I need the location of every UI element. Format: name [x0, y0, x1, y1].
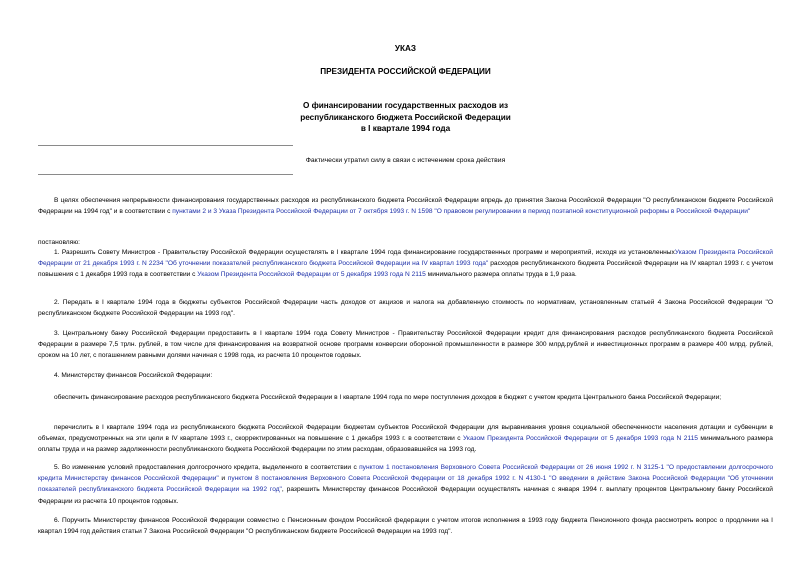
item-1: [38, 247, 773, 281]
item-1-link-2[interactable]: Указом Президента Российской Федерации от 5 декабря 1993 года N 2115: [197, 271, 426, 279]
divider-top: [38, 145, 293, 146]
item-4b-link[interactable]: Указом Президента Российской Федерации от 5 декабря 1993 года N 2115: [463, 435, 698, 443]
title-president: ПРЕЗИДЕНТА РОССИЙСКОЙ ФЕДЕРАЦИИ: [320, 67, 491, 76]
item-5-link-2[interactable]: пунктом 8 постановления Верховного Совета Российской Федерации от 18 декабря 1992 г. N 4130-1 "О введении в действие Закона Российской Федерации "Об уточнении показателей республиканского бюджета Российской Федерации на 1992 год": [38, 475, 773, 494]
item-4b-text-2: минимального размера оплаты труда и на размер задолженности республиканского бюджета Российской Федерации по этим расходам, образовавшейся на 1993 год.: [38, 435, 773, 454]
item-4b: [38, 422, 773, 456]
subtitle-line-2: республиканского бюджета Российской Федерации: [300, 112, 511, 122]
item-2: 2. Передать в I квартале 1994 года в бюджеты субъектов Российской Федерации часть доходов от акцизов и налога на добавленную стоимость по нормативам, установленным статьей 4 Закона Российской Федерации "О республиканском бюджете Российской Федерации на 1993 год".: [38, 299, 773, 318]
postanovlyau: постановляю:: [38, 239, 81, 246]
divider-bottom: [38, 174, 293, 175]
item-5-text-2: и: [218, 475, 228, 483]
subtitle-line-3: в I квартале 1994 года: [360, 124, 451, 133]
item-4: 4. Министерству финансов Российской Федерации:: [54, 372, 213, 379]
item-5-text-1: 5. Во изменение условий предоставления долгосрочного кредита, выделенного в соответствии с: [54, 464, 360, 471]
item-5-text-3: , разрешить Министерству финансов Российской Федерации осуществлять начиная с января 1994 г. выплату процентов Центральному банку Российской Федерации из расчета 10 процентов годовых.: [38, 486, 773, 505]
item-1-text-2: расходов республиканского бюджета Российской Федерации на IV квартал 1993 г. с учетом повышения с 1 декабря 1993 года в соответствии с: [38, 260, 773, 279]
item-4b-text-1: перечислить в I квартале 1994 года из республиканского бюджета Российской Федерации бюджетам субъектов Российской Федерации для выравнивания уровня социальной обеспеченности населения дотации и субвенции в объемах, предусмотренных на эти цели в IV квартале 1993 г., скорректированных на повышение с 1 декабря 1993 г. в соответствии с: [38, 424, 773, 443]
intro-paragraph: [38, 195, 773, 217]
item-4a: обеспечить финансирование расходов республиканского бюджета Российской Федерации в I квартале 1994 года по мере поступления доходов в бюджет с учетом кредита Центрального банка Российской Федерации;: [54, 394, 722, 401]
subtitle-line-1: О финансировании государственных расходов из: [302, 101, 509, 110]
item-3: 3. Центральному банку Российской Федерации предоставить в I квартале 1994 года Совету Министров - Правительству Российской Федерации кредит для финансирования расходов республиканского бюджета Российской Федерации в размере 7,5 трлн. рублей, в том числе для финансирования на возвратной основе программ конверсии оборонной промышленности в размере 300 млрд.рублей и инвестиционных программ в размере 400 млрд. рублей, сроком на 10 лет, с погашением равными долями начиная с 1998 года, из расчета 10 процентов годовых.: [38, 330, 773, 360]
subtitle: [38, 100, 773, 135]
status-note: Фактически утратил силу в связи с истечением срока действия: [305, 157, 506, 164]
item-5-link-1[interactable]: пунктом 1 постановления Верховного Совета Российской Федерации от 26 июня 1992 г. N 3125-1 "О предоставлении долгосрочного кредита Министерству финансов Российской Федерации": [38, 464, 774, 483]
item-1-text-3: минимального размера оплаты труда в 1,9 раза.: [425, 271, 577, 279]
item-1-text-1: 1. Разрешить Совету Министров - Правительству Российской Федерации осуществлять в I квартале 1994 года финансирование государственных программ и мероприятий, исходя из установленных: [54, 249, 675, 256]
item-1-link-1[interactable]: Указом Президента Российской Федерации от 21 декабря 1993 г. N 2234 "Об уточнении показателей республиканского бюджета Российской Федерации на IV квартал 1993 года": [38, 249, 773, 268]
intro-link[interactable]: пунктами 2 и 3 Указа Президента Российской Федерации от 7 октября 1993 г. N 1598 "О правовом регулировании в период поэтапной конституционной реформы в Российской Федерации": [172, 208, 751, 216]
item-6: 6. Поручить Министерству финансов Российской Федерации совместно с Пенсионным фондом Российской федерации с учетом итогов исполнения в 1993 году бюджета Пенсионного фонда рассмотреть вопрос о продлении на I квартал 1994 год действия статьи 7 Закона Российской Федерации "О республиканском бюджете Российской Федерации на 1993 год".: [38, 517, 773, 536]
item-5: [38, 462, 773, 507]
title-ukaz: УКАЗ: [394, 44, 417, 53]
intro-text-1: В целях обеспечения непрерывности финансирования государственных расходов из республиканского бюджета Российской Федерации впредь до принятия Закона Российской Федерации "О республиканском бюджете Российской Федерации на 1994 год" и в соответствии с: [38, 197, 773, 216]
